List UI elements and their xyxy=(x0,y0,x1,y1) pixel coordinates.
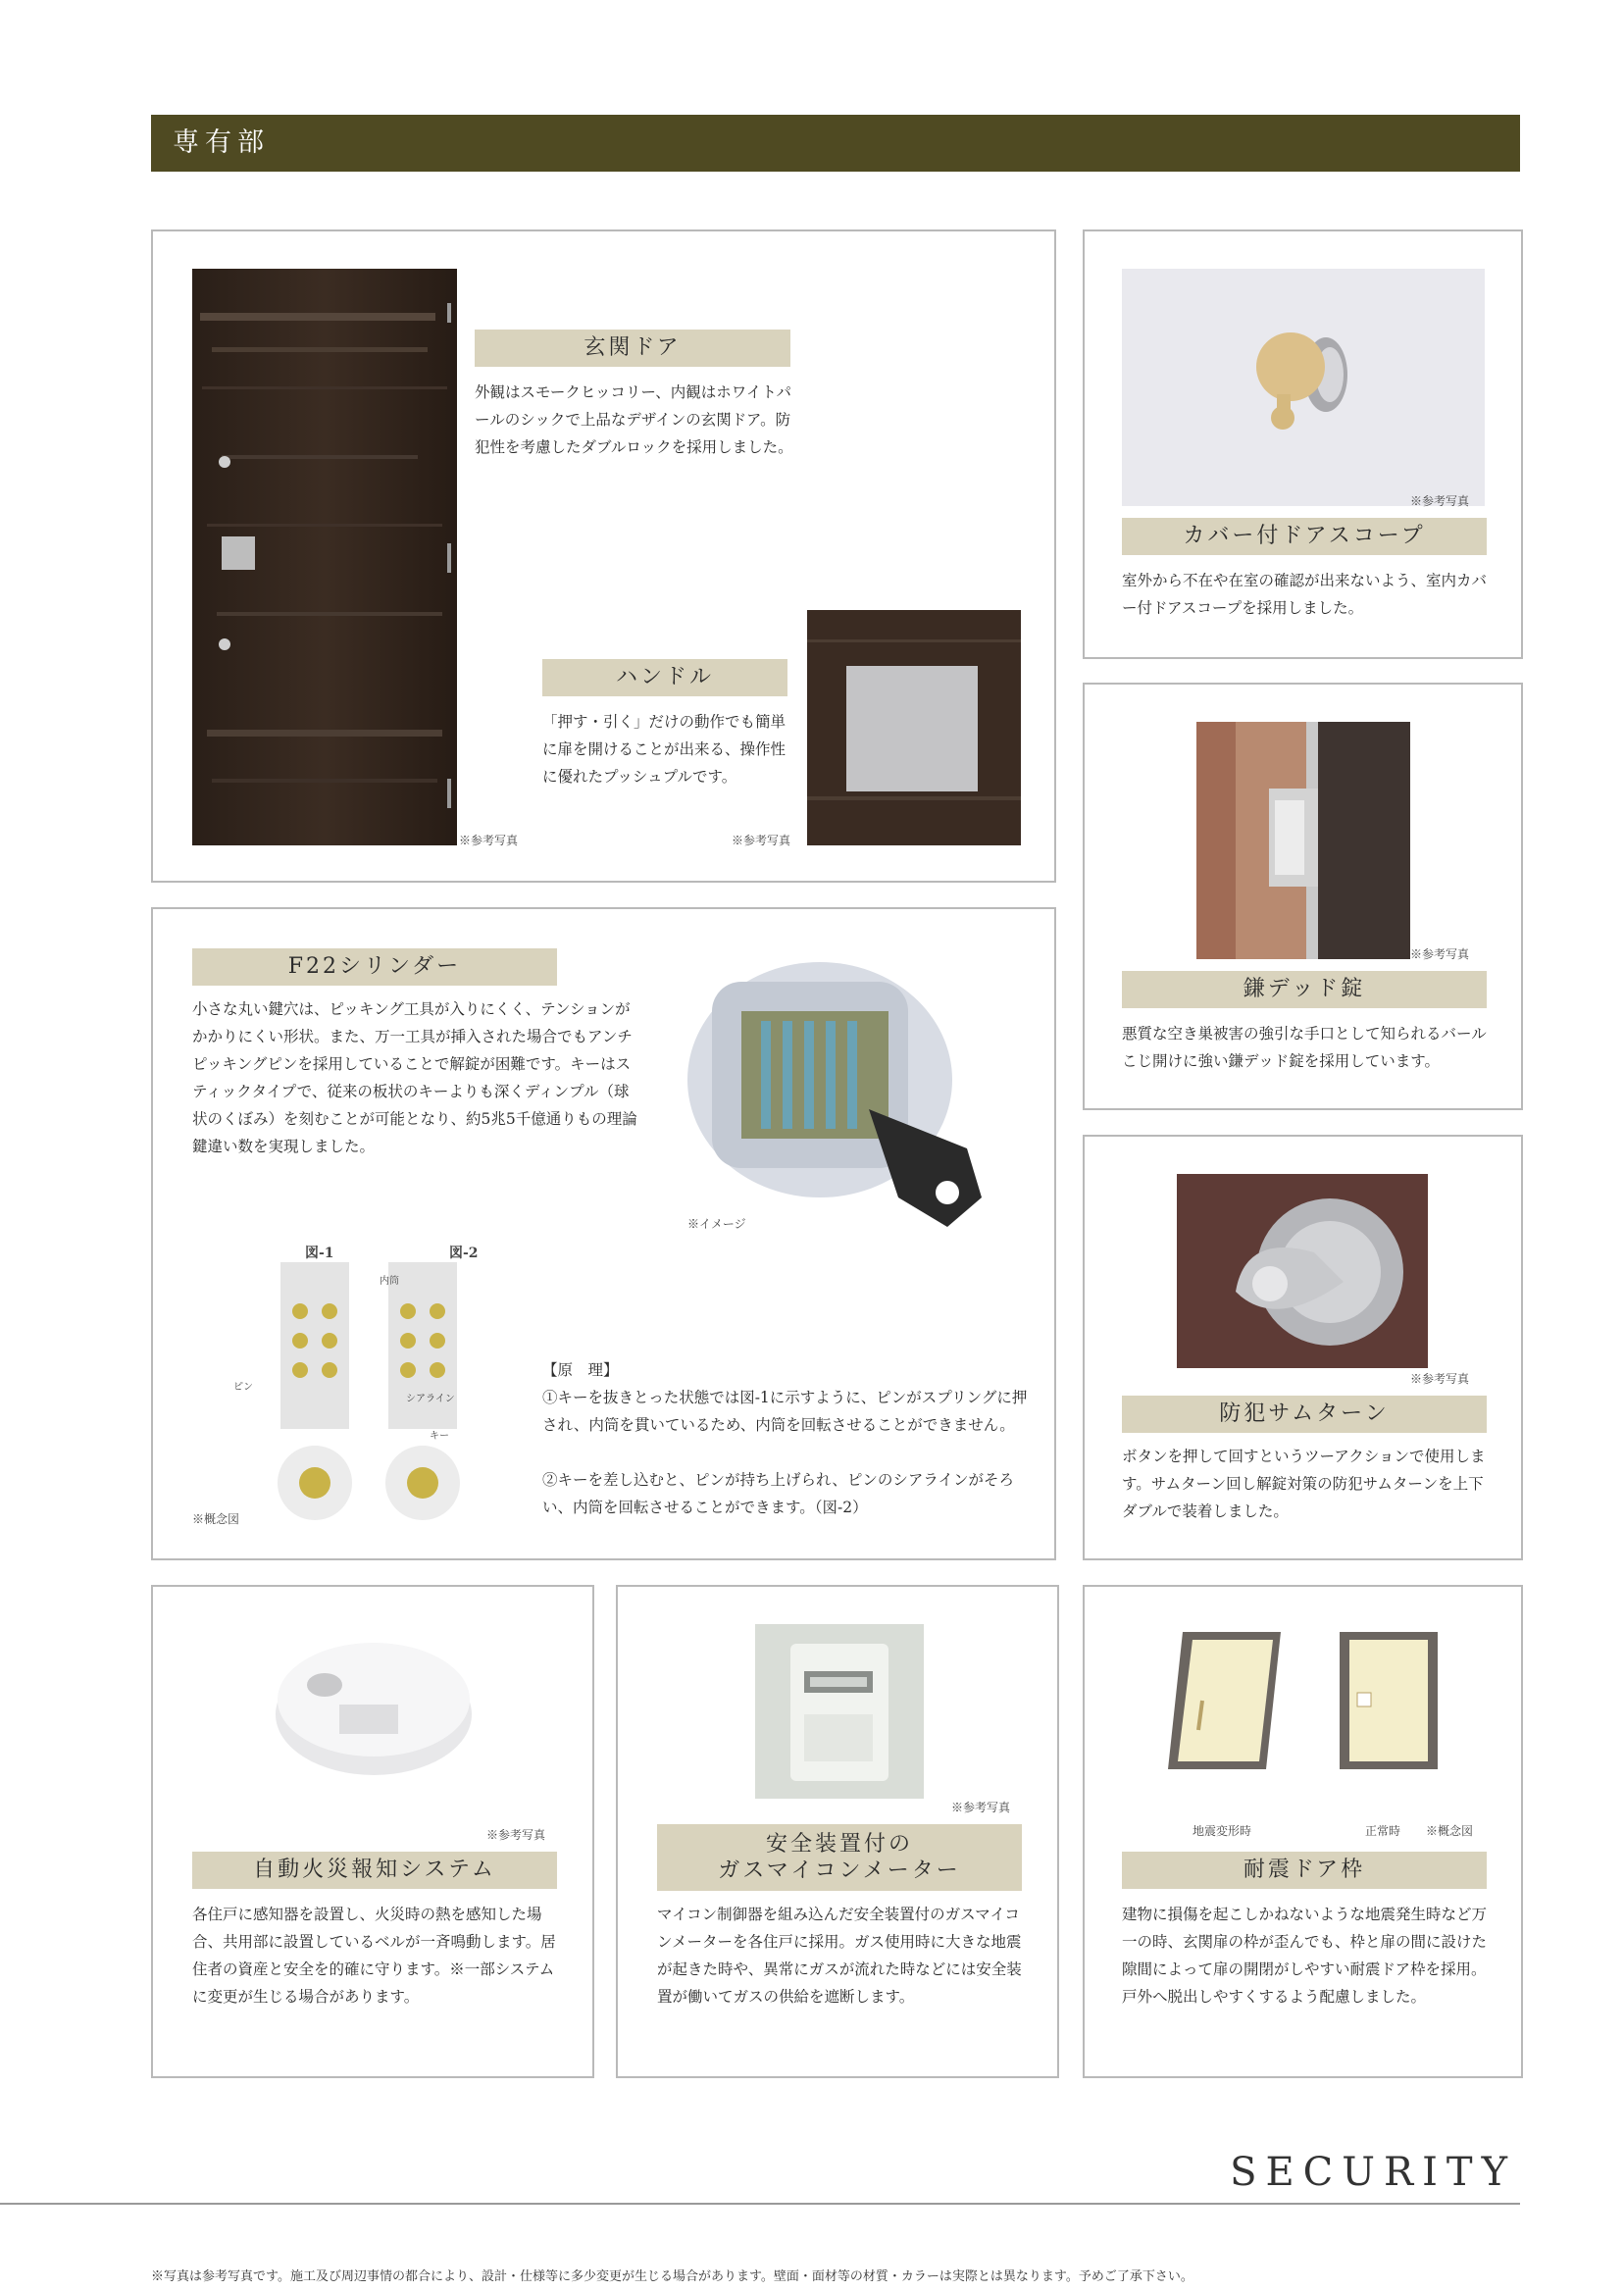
thumb-turn-note: ※参考写真 xyxy=(1410,1372,1470,1386)
fire-alarm-title: 自動火災報知システム xyxy=(192,1852,557,1889)
deadbolt-title: 鎌デッド錠 xyxy=(1122,971,1487,1008)
panel-thumb-turn xyxy=(1083,1135,1523,1560)
diagram-fig1-label: 図-1 xyxy=(305,1246,334,1261)
fire-detector-note: ※参考写真 xyxy=(486,1828,546,1842)
seismic-title: 耐震ドア枠 xyxy=(1122,1852,1487,1889)
door-scope-photo xyxy=(1122,269,1485,506)
handle-title: ハンドル xyxy=(542,659,787,696)
footer-footnote: ※写真は参考写真です。施工及び周辺事情の都合により、設計・仕様等に多少変更が生じる場合があります。壁面・面材等の材質・カラーは実際とは異なります。予めご了承下さい。 xyxy=(151,2269,1193,2284)
seismic-note: ※概念図 xyxy=(1426,1824,1474,1838)
gas-meter-title xyxy=(657,1824,1022,1891)
door-title: 玄関ドア xyxy=(475,330,790,367)
panel-fire-alarm xyxy=(151,1585,594,2078)
fire-detector-photo xyxy=(271,1626,477,1783)
handle-photo xyxy=(807,610,1021,845)
deadbolt-description: 悪質な空き巣被害の強引な手口として知られるバールこじ開けに強い鎌デッド錠を採用しています。 xyxy=(1122,1025,1487,1070)
fire-alarm-description: 各住戸に感知器を設置し、火災時の熱を感知した場合、共用部に設置しているベルが一斉鳴動します。居住者の資産と安全を的確に守ります。※一部システムに変更が生じる場合があります。 xyxy=(192,1906,556,2006)
door-scope-note: ※参考写真 xyxy=(1410,494,1470,508)
handle-description: 「押す・引く」だけの動作でも簡単に扉を開けることが出来る、操作性に優れたプッシュプルです。 xyxy=(542,713,787,786)
deadbolt-photo xyxy=(1196,722,1410,959)
gas-meter-description: マイコン制御器を組み込んだ安全装置付のガスマイコンメーターを各住戸に採用。ガス使用時に大きな地震が起きた時や、異常にガスが流れた時などには安全装置が働いてガスの供給を遮断します。 xyxy=(657,1906,1022,2006)
deadbolt-note: ※参考写真 xyxy=(1410,947,1470,961)
diagram-key-label: キー xyxy=(430,1431,449,1442)
diagram-note: ※概念図 xyxy=(192,1512,240,1526)
diagram-fig2-label: 図-2 xyxy=(449,1246,479,1261)
thumb-turn-photo xyxy=(1177,1174,1428,1368)
panel-deadbolt xyxy=(1083,683,1523,1110)
panel-gas-meter xyxy=(616,1585,1059,2078)
door-scope-description: 室外から不在や在室の確認が出来ないよう、室内カバー付ドアスコープを採用しました。 xyxy=(1122,572,1488,617)
diagram-inner-label: 内筒 xyxy=(380,1276,399,1287)
principle-step-2: ②キーを差し込むと、ピンが持ち上げられ、ピンのシアラインがそろい、内筒を回転させることができます。（図-2） xyxy=(542,1471,1014,1516)
door-description: 外観はスモークヒッコリー、内観はホワイトパールのシックで上品なデザインの玄関ドア。防犯性を考慮したダブルロックを採用しました。 xyxy=(475,383,793,456)
handle-photo-note: ※参考写真 xyxy=(732,834,791,847)
diagram-shear-label: シアライン xyxy=(406,1394,455,1404)
security-brand: SECURITY xyxy=(1230,2150,1516,2195)
gas-meter-photo xyxy=(755,1624,924,1799)
principle-title: 【原 理】 xyxy=(542,1361,619,1379)
section-title: 専有部 xyxy=(173,127,270,158)
section-header xyxy=(151,115,1520,172)
cylinder-image-note: ※イメージ xyxy=(687,1217,746,1231)
gas-meter-title-line2: ガスマイコンメーター xyxy=(718,1858,961,1883)
seismic-description: 建物に損傷を起こしかねないような地震発生時など万一の時、玄関扉の枠が歪んでも、枠と扉の間に設けた隙間によって扉の開閉がしやすい耐震ドア枠を採用。戸外へ脱出しやすくするよう配慮しました。 xyxy=(1122,1906,1488,2006)
cylinder-title: F22シリンダー xyxy=(192,948,557,986)
seismic-diagram xyxy=(1163,1622,1457,1779)
panel-entrance-door xyxy=(151,229,1056,883)
door-scope-title: カバー付ドアスコープ xyxy=(1122,518,1487,555)
gas-meter-title-line1: 安全装置付の xyxy=(765,1831,913,1857)
footer-rule xyxy=(0,2203,1520,2205)
seismic-label-normal: 正常時 xyxy=(1365,1824,1401,1838)
principle-step-1: ①キーを抜きとった状態では図-1に示すように、ピンがスプリングに押され、内筒を貫いているため、内筒を回転させることができません。 xyxy=(542,1389,1028,1434)
cylinder-cutaway-image xyxy=(673,942,1001,1256)
thumb-turn-description: ボタンを押して回すというツーアクションで使用します。サムターン回し解錠対策の防犯サムターンを上下ダブルで装着しました。 xyxy=(1122,1448,1486,1520)
gas-meter-note: ※参考写真 xyxy=(951,1801,1011,1814)
door-photo-note: ※参考写真 xyxy=(459,834,519,847)
door-photo xyxy=(192,269,457,845)
thumb-turn-title: 防犯サムターン xyxy=(1122,1396,1487,1433)
panel-door-scope xyxy=(1083,229,1523,659)
panel-seismic-door-frame xyxy=(1083,1585,1523,2078)
panel-f22-cylinder xyxy=(151,907,1056,1560)
seismic-label-quake: 地震変形時 xyxy=(1193,1824,1252,1838)
diagram-pin-label: ピン xyxy=(233,1382,253,1393)
cylinder-description: 小さな丸い鍵穴は、ピッキング工具が入りにくく、テンションがかかりにくい形状。また、万一工具が挿入された場合でもアンチピッキングピンを採用していることで解錠が困難です。キーはスティックタイプで、従来の板状のキーよりも深くディンプル（球状のくぼみ）を刻むことが可能となり、約5兆5千億通りもの理論鍵違い数を実現しました。 xyxy=(192,1000,637,1155)
